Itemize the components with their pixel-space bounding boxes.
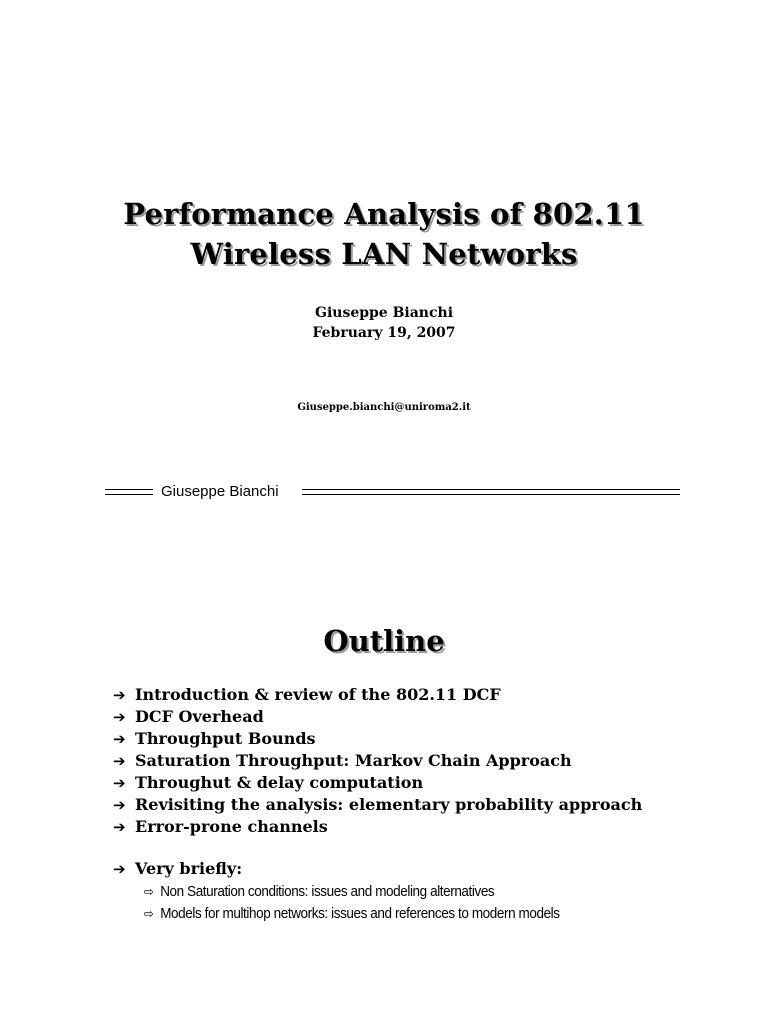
- arrow-right-icon: ➔: [113, 730, 126, 748]
- arrow-right-icon: ➔: [113, 686, 126, 704]
- very-briefly-heading: [113, 858, 242, 880]
- arrow-right-icon: ➔: [113, 818, 126, 836]
- footer-rule-right: [302, 489, 680, 495]
- arrow-right-icon: ➔: [113, 708, 126, 726]
- title-line-1: Performance Analysis of 802.11: [123, 197, 645, 231]
- outline-item-text: Error-prone channels: [135, 817, 328, 836]
- outline-item-text: Introduction & review of the 802.11 DCF: [135, 685, 501, 704]
- sub-item-text: Models for multihop networks: issues and references to modern models: [160, 905, 560, 922]
- outline-item: [113, 772, 642, 794]
- slide-title: [0, 194, 768, 274]
- outline-item: [113, 706, 642, 728]
- outline-item-text: Revisiting the analysis: elementary probability approach: [135, 795, 643, 814]
- outline-item: [113, 684, 642, 706]
- outline-item-text: Saturation Throughput: Markov Chain Approach: [135, 751, 572, 770]
- outline-list: [113, 684, 642, 838]
- outline-item: [113, 816, 642, 838]
- outline-item-text: Throughput Bounds: [135, 729, 316, 748]
- outline-heading: Outline: [323, 624, 445, 658]
- sub-item-text: Non Saturation conditions: issues and modeling alternatives: [160, 883, 495, 900]
- footer-rule-left: [105, 489, 153, 495]
- sub-item: [144, 881, 560, 903]
- very-briefly-list: [144, 881, 606, 925]
- footer-author-name: Giuseppe Bianchi: [161, 483, 279, 500]
- arrow-right-icon: ➔: [113, 796, 126, 814]
- arrow-right-icon: ➔: [113, 774, 126, 792]
- presentation-date: February 19, 2007: [312, 325, 456, 341]
- author-block: [0, 303, 768, 343]
- outline-item: [113, 750, 642, 772]
- outline-item: [113, 794, 642, 816]
- very-briefly-text: Very briefly:: [135, 859, 243, 878]
- title-line-2: Wireless LAN Networks: [190, 237, 578, 271]
- hollow-arrow-icon: ⇨: [144, 885, 154, 900]
- arrow-right-icon: ➔: [113, 752, 126, 770]
- hollow-arrow-icon: ⇨: [144, 907, 154, 922]
- outline-item-text: DCF Overhead: [135, 707, 264, 726]
- author-name: Giuseppe Bianchi: [314, 305, 454, 321]
- outline-item-text: Throughut & delay computation: [135, 773, 424, 792]
- author-email: Giuseppe.bianchi@uniroma2.it: [297, 402, 471, 413]
- arrow-right-icon: ➔: [113, 860, 126, 878]
- slide-footer: [105, 485, 680, 503]
- outline-item: [113, 728, 642, 750]
- sub-item: [144, 903, 560, 925]
